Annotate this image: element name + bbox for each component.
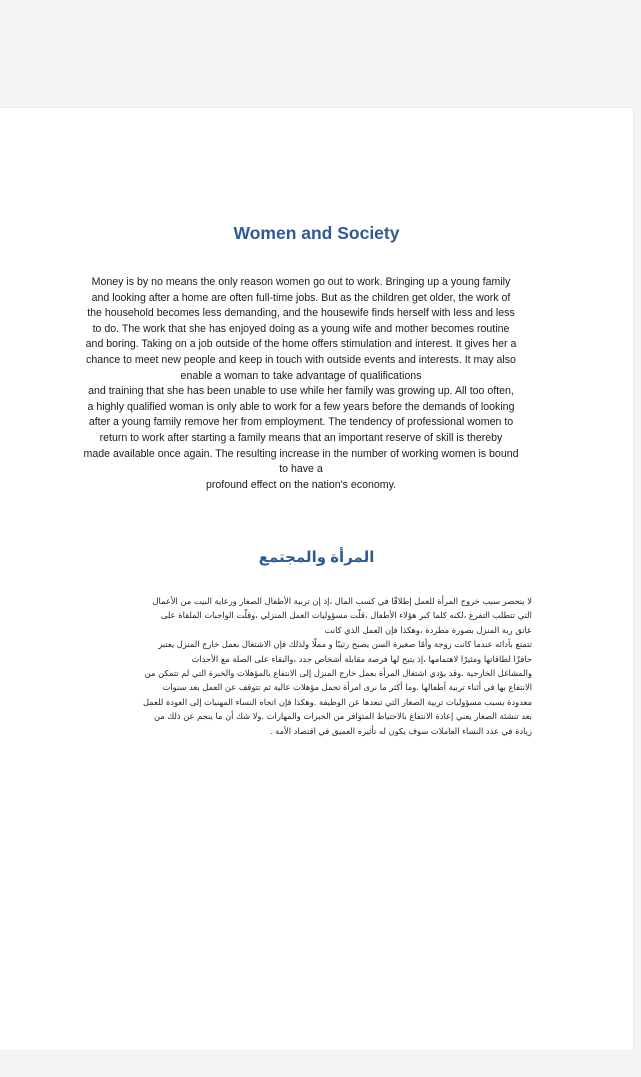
english-line: to do. The work that she has enjoyed doing as a young wife and mother becomes routine (92, 322, 510, 335)
english-line: a highly qualified woman is only able to work for a few years before the demands of looking (87, 400, 515, 413)
english-line: return to work after starting a family means that an important reserve of skill is thereby (99, 431, 503, 444)
english-line: enable a woman to take advantage of qualifications (180, 369, 422, 382)
arabic-title: المرأة والمجتمع (258, 549, 375, 566)
english-line: and looking after a home are often full-time jobs. But as the children get older, the work of (91, 291, 511, 304)
arabic-line: زيادة في عدد النساء العاملات سوف يكون له تأثيره العميق في اقتصاد الأمة . (269, 725, 532, 736)
english-line: and boring. Taking on a job outside of the home offers stimulation and interest. It gives her a (85, 338, 517, 351)
english-line: and training that she has been unable to use while her family was growing up. All too often, (88, 385, 514, 398)
arabic-line: حافزًا لطاقاتها ومثيرًا لاهتمامها ،إذ يتيح لها فرصة مقابلة أشخاص جدد ،والبقاء على الصلة مع الأحداث (191, 653, 532, 664)
english-line: to have a (279, 463, 323, 476)
arabic-line: والمشاغل الخارجية .وقد يؤدي اشتغال المرأة بعمل خارج المنزل إلى الانتفاع بالمؤهلات والخبرة التي لم تتمكن من (144, 668, 532, 679)
arabic-paragraph (102, 594, 532, 738)
english-line: the household becomes less demanding, and the housewife finds herself with less and less (87, 307, 515, 320)
page-title: Women and Society (233, 223, 400, 243)
arabic-line: عاتق ربة المنزل بصورة مطردة ،وهكذا فإن العمل الذي كانت (324, 624, 532, 635)
arabic-line: التي تتطلب التفرغ ،لكنه كلما كبر هؤلاء الأطفال ،قلّت مسؤوليات العمل المنزلي ،وقلّت الواجبات الملقاة على (161, 610, 532, 621)
english-line: chance to meet new people and keep in touch with outside events and interests. It may also (86, 353, 516, 366)
viewer-background (0, 1050, 641, 1077)
arabic-line: معدودة بسبب مسؤوليات تربية الصغار التي تبعدها عن الوظيفة .وهكذا فإن اتجاه النساء المهنيات إلى العودة للعمل (142, 696, 532, 707)
english-line: Money is by no means the only reason women go out to work. Bringing up a young family (91, 276, 511, 288)
english-line: made available once again. The resulting increase in the number of working women is bound (83, 447, 519, 460)
document-page (0, 108, 633, 1050)
english-line: profound effect on the nation's economy. (205, 478, 397, 491)
arabic-line: تتمتع بأدائه عندما كانت زوجة وأمًا صغيرة السن يصبح رتيبًا و مملًا ولذلك فإن الاشتغال بعمل خارج المنزل يعتبر (158, 639, 532, 650)
english-paragraph (62, 275, 540, 493)
arabic-line: بعد تنشئة الصغار يعني إعادة الانتفاع بالاحتياط المتوافر من الخبرات والمهارات .ولا شك أن ما ينجم عن ذلك من (153, 711, 532, 722)
arabic-line: لا ينحصر سبب خروج المرأة للعمل إطلاقًا في كسب المال ،إذ إن تربية الأطفال الصغار ورعاية البيت من الأعمال (152, 596, 532, 606)
english-line: after a young family remove her from employment. The tendency of professional women to (88, 416, 514, 429)
arabic-line: الانتفاع بها في أثناء تربية أطفالها .وما أكثر ما نرى امرأة تحمل مؤهلات عالية ثم تتوقف عن العمل بعد سنوات (162, 682, 532, 693)
